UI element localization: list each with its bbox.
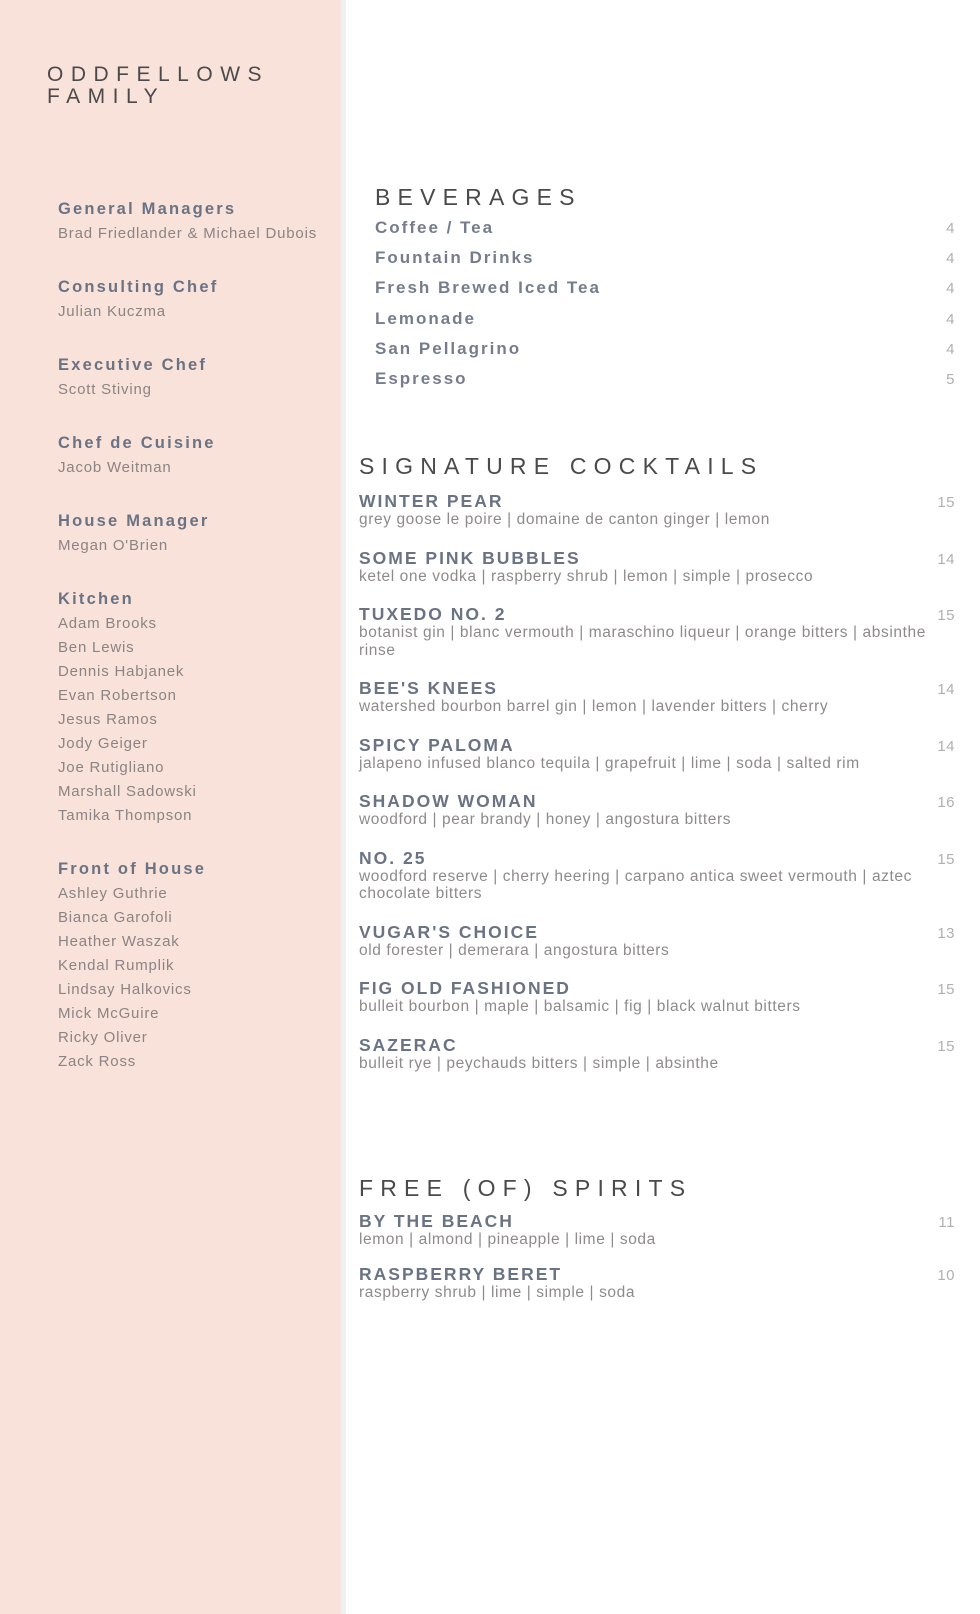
item-price: 4 [946,220,955,237]
item-description: bulleit rye | peychauds bitters | simple | absinthe [359,1054,719,1072]
person-name: Heather Waszak [58,933,180,950]
item-price: 11 [938,1214,955,1231]
menu-item [359,735,955,773]
item-description: grey goose le poire | domaine de canton ginger | lemon [359,511,770,528]
item-name: SOME PINK BUBBLES [359,547,581,568]
item-name: Fresh Brewed Iced Tea [375,278,601,298]
person-name: Lindsay Halkovics [58,981,192,998]
item-price: 14 [937,550,955,568]
menu-item [359,922,955,960]
item-price: 15 [937,981,955,998]
person-name: Jacob Weitman [58,459,172,476]
item-price: 4 [946,340,955,358]
item-price: 16 [937,794,955,811]
item-description: jalapeno infused blanco tequila | grapefruit | lime | soda | salted rim [359,754,860,772]
person-name: Scott Stiving [58,381,152,398]
role-group-kitchen [58,588,338,828]
item-name: BEE'S KNEES [359,678,498,698]
person-name: Jesus Ramos [58,711,158,728]
role-title: House Manager [58,512,210,530]
menu-item [359,678,955,716]
menu-item [375,369,955,399]
item-name: Espresso [375,368,468,388]
role-group-consulting-chef [58,276,338,324]
item-description: old forester | demerara | angostura bitters [359,941,670,959]
item-price: 14 [937,681,955,698]
cocktails-list [359,491,955,1091]
staff-sidebar [0,0,341,1614]
item-price: 14 [937,737,955,755]
role-group-general-managers [58,198,338,246]
person-name: Ben Lewis [58,639,135,656]
person-name: Jody Geiger [58,735,148,752]
menu-item [375,218,955,248]
cocktails-title: SIGNATURE COCKTAILS [359,453,764,479]
item-price: 13 [937,924,955,942]
item-price: 10 [937,1266,955,1284]
menu-item [359,1211,955,1249]
item-name: SAZERAC [359,1034,458,1055]
item-description: botanist gin | blanc vermouth | maraschino liqueur | orange bitters | absinthe rinse [359,624,926,659]
item-name: Lemonade [375,308,477,328]
person-name: Dennis Habjanek [58,663,185,680]
menu-item [359,1264,955,1302]
item-description: lemon | almond | pineapple | lime | soda [359,1231,656,1248]
role-title: Front of House [58,860,207,878]
item-name: RASPBERRY BERET [359,1263,563,1284]
person-name: Brad Friedlander & Michael Dubois [58,225,318,242]
beverages-list [375,218,955,399]
item-name: BY THE BEACH [359,1211,514,1231]
menu-item [375,248,955,278]
menu-item [359,848,955,903]
item-price: 15 [937,850,955,868]
person-name: Ricky Oliver [58,1029,148,1046]
menu-item [359,978,955,1016]
person-name: Ashley Guthrie [58,885,168,902]
sidebar-edge-divider [341,0,346,1614]
person-name: Kendal Rumplik [58,957,175,974]
role-group-house-manager [58,510,338,558]
role-title: Chef de Cuisine [58,434,216,452]
staff-list [58,198,338,1104]
item-price: 15 [937,1037,955,1055]
person-name: Julian Kuczma [58,303,166,320]
role-title: Consulting Chef [58,278,219,296]
person-name: Zack Ross [58,1053,137,1070]
role-group-chef-de-cuisine [58,432,338,480]
brand-line-2: FAMILY [47,85,166,108]
person-name: Adam Brooks [58,615,157,632]
item-name: Fountain Drinks [375,248,535,268]
menu-item [375,278,955,308]
item-name: TUXEDO NO. 2 [359,604,507,624]
item-name: San Pellagrino [375,338,522,358]
person-name: Mick McGuire [58,1005,160,1022]
item-price: 15 [937,607,955,624]
menu-item [359,791,955,829]
item-description: woodford reserve | cherry heering | carpano antica sweet vermouth | aztec chocolate bitters [359,867,912,902]
person-name: Bianca Garofoli [58,909,173,926]
item-description: ketel one vodka | raspberry shrub | lemon | simple | prosecco [359,567,814,585]
item-description: raspberry shrub | lime | simple | soda [359,1283,636,1301]
person-name: Marshall Sadowski [58,783,197,800]
role-group-front-of-house [58,858,338,1074]
free-spirits-list [359,1211,955,1320]
menu-item [359,1035,955,1073]
menu-item [359,548,955,586]
role-group-executive-chef [58,354,338,402]
brand-title [47,64,269,108]
item-name: FIG OLD FASHIONED [359,978,571,998]
role-title: Kitchen [58,590,134,608]
item-price: 4 [946,310,955,328]
item-name: SHADOW WOMAN [359,791,538,811]
menu-item [375,339,955,369]
item-name: VUGAR'S CHOICE [359,921,539,942]
item-description: bulleit bourbon | maple | balsamic | fig | black walnut bitters [359,998,801,1015]
item-name: WINTER PEAR [359,491,504,511]
item-name: Coffee / Tea [375,218,495,237]
item-name: SPICY PALOMA [359,734,515,755]
item-price: 15 [937,494,955,511]
person-name: Evan Robertson [58,687,177,704]
beverages-title: BEVERAGES [375,184,582,210]
brand-line-1: ODDFELLOWS [47,63,270,86]
item-price: 4 [946,250,955,268]
item-price: 5 [946,370,955,388]
role-title: Executive Chef [58,356,208,374]
person-name: Megan O'Brien [58,537,168,554]
menu-item [375,309,955,339]
item-description: watershed bourbon barrel gin | lemon | lavender bitters | cherry [359,698,829,715]
free-spirits-title: FREE (OF) SPIRITS [359,1175,693,1201]
item-name: NO. 25 [359,847,427,868]
menu-item [359,491,955,529]
person-name: Tamika Thompson [58,807,193,824]
menu-item [359,604,955,659]
role-title: General Managers [58,200,237,218]
person-name: Joe Rutigliano [58,759,165,776]
item-price: 4 [946,280,955,298]
item-description: woodford | pear brandy | honey | angostura bitters [359,811,732,828]
